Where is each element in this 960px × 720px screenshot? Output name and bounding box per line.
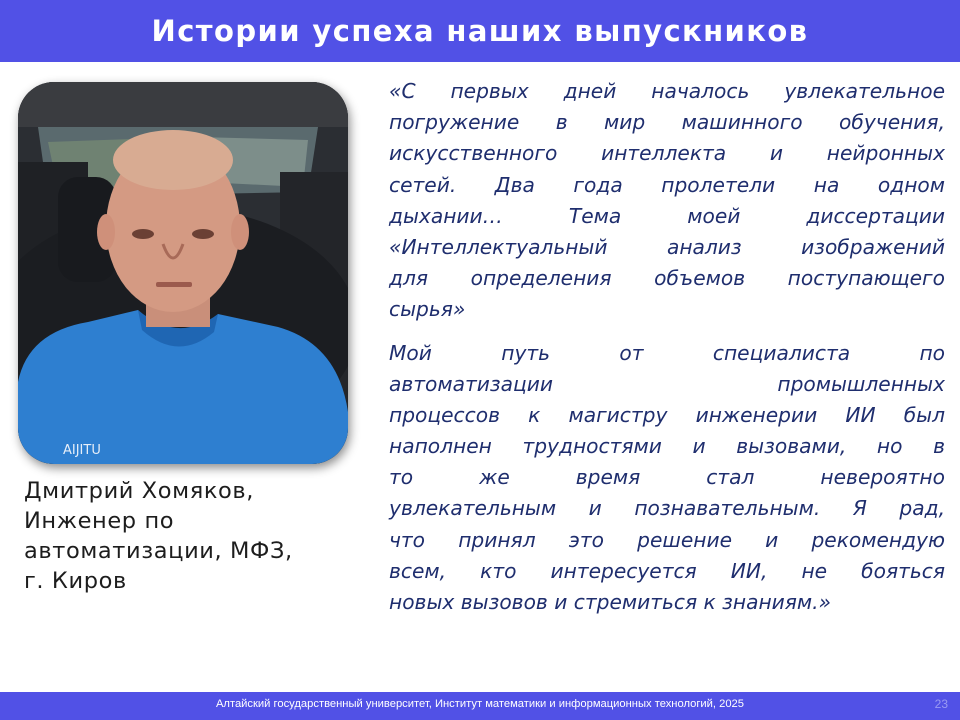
quote-line: что принял это решение и рекомендую: [389, 527, 945, 552]
page-number: 23: [934, 697, 948, 711]
quote-line: сетей. Два года пролетели на одном: [389, 172, 945, 197]
quote-line: то же время стал невероятно: [389, 465, 945, 490]
quote-line: «Интеллектуальный анализ изображений: [389, 234, 945, 259]
title-bar: [0, 0, 960, 62]
quote-line: искусственного интеллекта и нейронных: [389, 141, 945, 166]
caption-city: г. Киров: [24, 568, 127, 594]
caption-position: Инженер по: [24, 508, 175, 534]
quote-line: для определения объемов поступающего: [389, 266, 945, 291]
quote-line: новых вызовов и стремиться к знаниям.»: [389, 590, 832, 614]
quote-line: погружение в мир машинного обучения,: [389, 110, 945, 135]
caption-position-cont: автоматизации, МФЗ,: [24, 538, 293, 564]
slide-title: Истории успеха наших выпускников: [151, 14, 809, 48]
quote-line: всем, кто интересуется ИИ, не бояться: [389, 558, 945, 583]
quote-line: дыхании… Тема моей диссертации: [389, 203, 945, 228]
footer-text: Алтайский государственный университет, Институт математики и информационных технологий, 2025: [215, 698, 745, 710]
footer-bar: [0, 692, 960, 720]
quote-line: процессов к магистру инженерии ИИ был: [389, 402, 945, 427]
quote-line: увлекательным и познавательным. Я рад,: [389, 496, 945, 521]
graduate-caption: [24, 476, 344, 596]
graduate-photo: [18, 82, 348, 464]
quote-line: Мой путь от специалиста по: [389, 340, 945, 365]
quote-line: «С первых дней началось увлекательное: [389, 79, 945, 103]
svg-text:AIJITU: AIJITU: [63, 443, 101, 458]
caption-name: Дмитрий Хомяков,: [24, 478, 255, 504]
quote-line: сырья»: [389, 297, 466, 322]
testimonial-quote: [389, 76, 945, 618]
quote-line: автоматизации промышленных: [389, 371, 945, 396]
quote-line: наполнен трудностями и вызовами, но в: [389, 434, 945, 459]
